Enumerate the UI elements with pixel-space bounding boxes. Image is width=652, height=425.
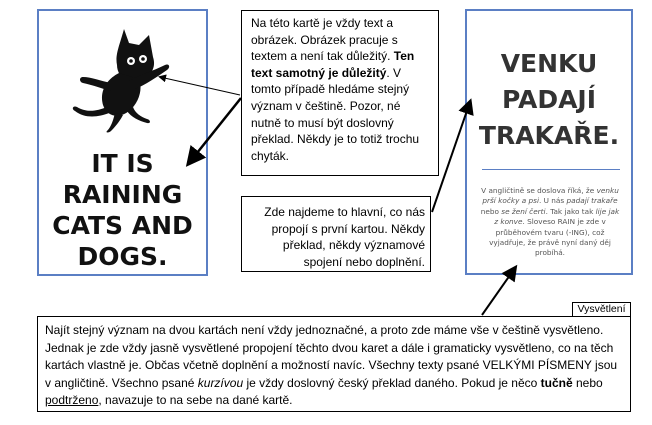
arrow-to-card-note: [482, 268, 515, 315]
black-cat-image: [69, 21, 179, 133]
note-italic: venku prší kočky a psi: [482, 186, 619, 206]
card-divider: [482, 169, 620, 170]
note-text: . Tak jako tak: [545, 206, 596, 216]
note-italic: padají trakaře: [566, 196, 618, 206]
czech-idiom-line: PADAJÍ: [501, 85, 597, 114]
czech-idiom-line: TRAKAŘE.: [478, 121, 620, 150]
explanation-bold: tučně: [540, 375, 573, 390]
explanation-underline: podtrženo: [45, 393, 99, 408]
explanation-italic: kurzívou: [197, 375, 244, 390]
note-italic: se žení čerti: [501, 206, 546, 216]
callout-card-content: [241, 10, 439, 176]
explanation-text: nebo: [572, 375, 603, 390]
callout-text: Na této kartě je vždy text a obrázek. Obrázek pracuje s textem a není tak důležitý.: [251, 16, 398, 64]
callout-text: . V tomto případě hledáme stejný význam v češtině. Pozor, né nutně to musí být doslovný překlad. Někdy je to totiž trochu chyták.: [251, 65, 420, 163]
english-idiom: [39, 148, 206, 272]
english-idiom-line: IT IS: [91, 149, 154, 178]
callout-main-link: [241, 196, 431, 272]
callout-bold-text: Ten text samotný je důležitý: [251, 49, 415, 80]
czech-card: [465, 9, 633, 275]
note-text: V angličtině se doslova říká, že: [481, 186, 597, 195]
note-text: . Sloveso RAIN je zde v průběhovém tvaru (-ING), což vyjadřuje, že právě nyní daný děj probíhá.: [489, 217, 611, 258]
note-text: . U nás: [538, 196, 567, 206]
explanation-box: [37, 316, 631, 412]
english-idiom-line: DOGS.: [77, 242, 168, 271]
english-idiom-line: RAINING: [62, 180, 183, 209]
czech-idiom: [467, 46, 631, 154]
english-idiom-line: CATS AND: [52, 211, 193, 240]
english-card: [37, 9, 208, 276]
czech-idiom-line: VENKU: [500, 49, 598, 78]
note-italic: lije jak z konve: [494, 206, 620, 227]
explanation-text: Najít stejný význam na dvou kartách není vždy jednoznačné, a proto zde máme vše v češtině vysvětleno. Jednak je zde vždy jasně vysvětlené propojení těchto dvou karet a dále i gramaticky vysvětleno, co na těch kartách vlastně je. Občas včetně doplnění a možností navíc. Všechny texty psané VELKÝMI PÍSMENY jsou v angličtině. Všechno psané: [45, 323, 618, 390]
explanation-text: je vždy doslovný český překlad daného. Pokud je něco: [243, 375, 541, 390]
card-explanation-note: [479, 186, 621, 259]
explanation-label: Vysvětlení: [572, 302, 631, 317]
callout-text: Zde najdeme to hlavní, co nás propojí s první kartou. Někdy překlad, někdy významové spojení nebo doplnění.: [264, 205, 425, 269]
note-text: nebo: [480, 206, 502, 216]
explanation-text: , navazuje to na sebe na dané kartě.: [98, 393, 293, 408]
